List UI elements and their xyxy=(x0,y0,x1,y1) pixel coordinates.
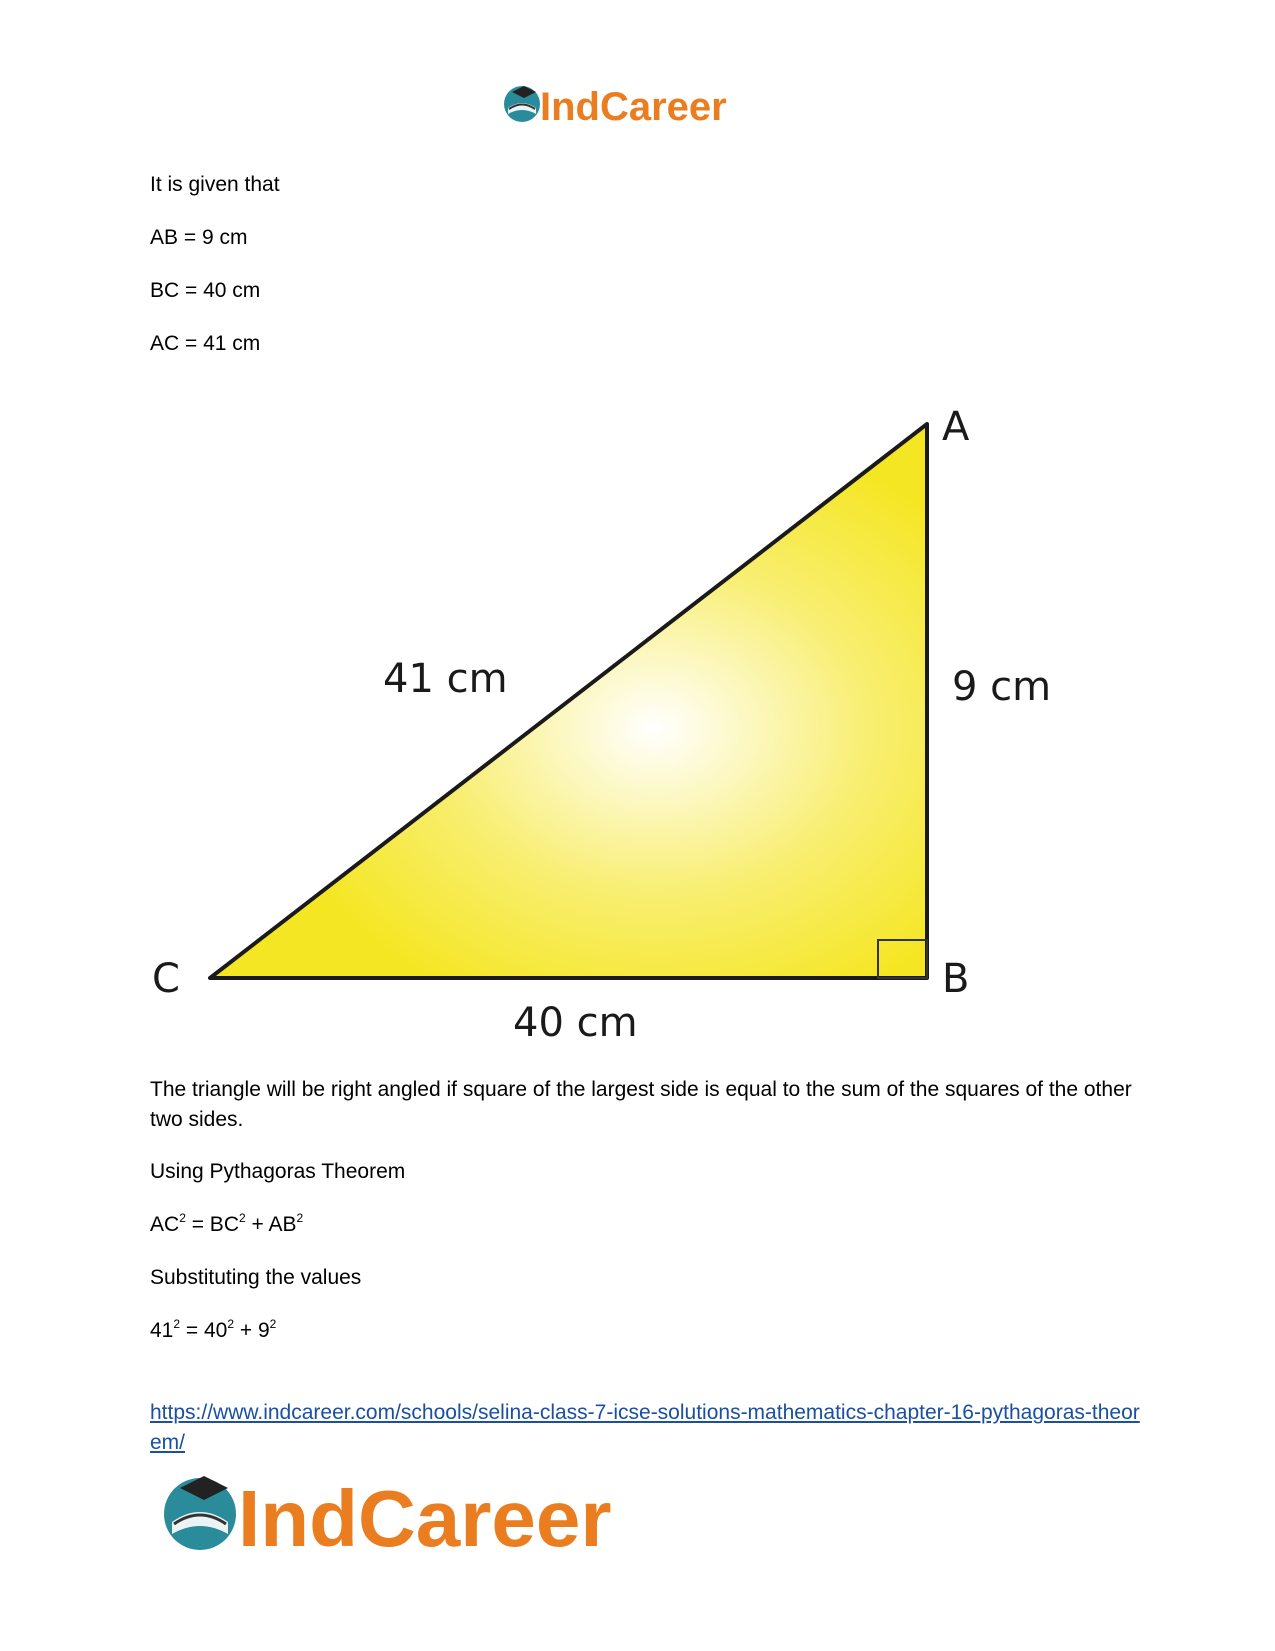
substituting-text: Substituting the values xyxy=(150,1266,362,1289)
logo-text: IndCareer xyxy=(540,85,727,129)
given-bc: BC = 40 cm xyxy=(150,279,261,302)
vertex-b-label: B xyxy=(942,956,970,1002)
intro-text: It is given that xyxy=(150,173,280,196)
given-ab: AB = 9 cm xyxy=(150,226,248,249)
triangle-shape xyxy=(210,424,927,978)
logo-text: IndCareer xyxy=(238,1474,612,1562)
substituted-equation: $41^2 = 40^2 + 9^2$ xyxy=(150,1317,277,1342)
using-theorem-text: Using Pythagoras Theorem xyxy=(150,1160,406,1183)
side-bc-label: 40 cm xyxy=(513,1000,638,1046)
condition-paragraph: The triangle will be right angled if square of the largest side is equal to the sum of the squares of the other two sides. xyxy=(150,1078,1132,1131)
indcareer-logo-top xyxy=(500,78,780,130)
vertex-a-label: A xyxy=(942,404,970,450)
side-ab-label: 9 cm xyxy=(952,664,1052,710)
vertex-c-label: C xyxy=(152,956,180,1002)
source-link[interactable]: https://www.indcareer.com/schools/selina-class-7-icse-solutions-mathematics-chapter-16-pythagoras-theorem/ xyxy=(150,1401,1140,1454)
pythagoras-formula: $AC^2 = BC^2 + AB^2$ xyxy=(150,1211,304,1236)
given-ac: AC = 41 cm xyxy=(150,332,261,355)
side-ac-label: 41 cm xyxy=(383,656,508,702)
indcareer-logo-bottom xyxy=(158,1462,718,1562)
triangle-figure xyxy=(150,400,1090,1060)
